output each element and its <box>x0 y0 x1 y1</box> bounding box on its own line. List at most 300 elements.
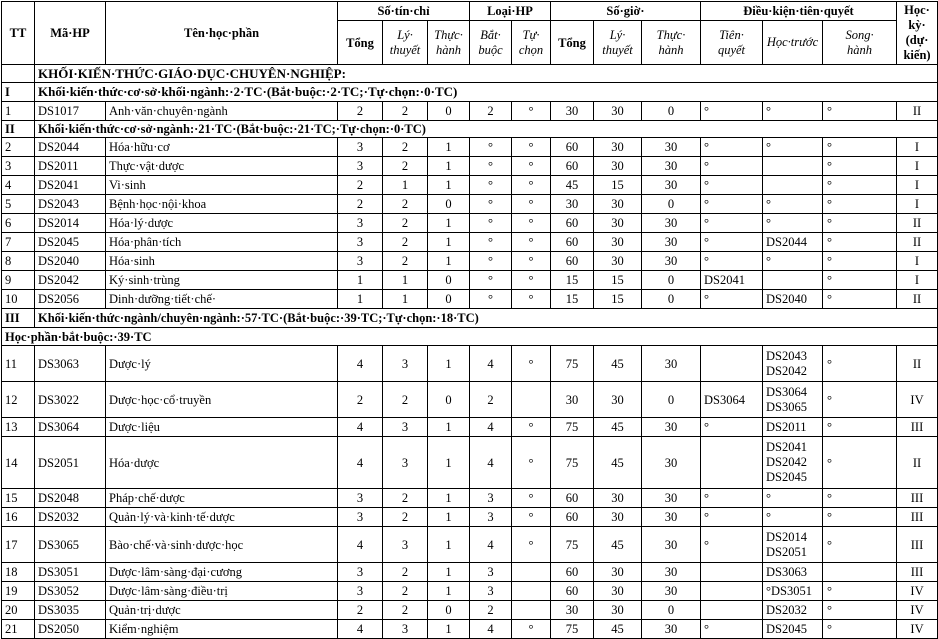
cell-tien-quyet: ° <box>701 620 763 639</box>
cell-song-hanh: ° <box>823 346 897 382</box>
cell-hoc-truoc <box>763 271 823 290</box>
cell-song-hanh: ° <box>823 138 897 157</box>
cell-tong-tc: 4 <box>338 437 383 489</box>
cell-tong-gio: 30 <box>551 102 594 121</box>
cell-hoc-truoc: DS2011 <box>763 418 823 437</box>
cell-ma-hp: DS2042 <box>35 271 106 290</box>
cell-thuc-hanh-gio: 30 <box>642 563 701 582</box>
cell-hoc-ky: II <box>897 102 938 121</box>
header-thuc-hanh-gio-2: hành <box>658 42 684 57</box>
cell-tu-chon: ° <box>512 437 551 489</box>
cell-tt: 5 <box>2 195 35 214</box>
cell-tu-chon: ° <box>512 620 551 639</box>
cell-ma-hp: DS3051 <box>35 563 106 582</box>
cell-ma-hp: DS3052 <box>35 582 106 601</box>
cell-hoc-truoc: °DS3051 <box>763 582 823 601</box>
cell-thuc-hanh-gio: 0 <box>642 271 701 290</box>
cell-thuc-hanh-gio: 30 <box>642 508 701 527</box>
cell-song-hanh: ° <box>823 620 897 639</box>
cell-ten-hoc-phan: Dược·lâm·sàng·điều·trị <box>106 582 338 601</box>
cell-tong-tc: 3 <box>338 489 383 508</box>
table-row <box>2 157 938 176</box>
cell-hoc-truoc <box>763 157 823 176</box>
table-row <box>2 102 938 121</box>
cell-thuc-hanh-gio: 0 <box>642 195 701 214</box>
cell-hoc-truoc: DS2014 DS2051 <box>763 527 823 563</box>
cell-ma-hp: DS3035 <box>35 601 106 620</box>
cell-hoc-ky: II <box>897 346 938 382</box>
cell-hoc-truoc: ° <box>763 102 823 121</box>
cell-bat-buoc: 2 <box>470 102 512 121</box>
cell-ly-thuyet-tc: 2 <box>383 382 428 418</box>
cell-ma-hp: DS1017 <box>35 102 106 121</box>
cell-bat-buoc: ° <box>470 271 512 290</box>
cell-ly-thuyet-gio: 30 <box>594 563 642 582</box>
header-tong-gio: Tổng <box>551 21 594 65</box>
cell-tien-quyet <box>701 437 763 489</box>
cell-thuc-hanh-tc: 1 <box>428 620 470 639</box>
cell-ten-hoc-phan: Dược·lâm·sàng·đại·cương <box>106 563 338 582</box>
cell-ma-hp: DS2044 <box>35 138 106 157</box>
cell-tt: 9 <box>2 271 35 290</box>
cell-tu-chon: ° <box>512 102 551 121</box>
cell-ly-thuyet-tc: 2 <box>383 601 428 620</box>
header-tien-quyet <box>701 21 763 65</box>
cell-tong-gio: 30 <box>551 195 594 214</box>
cell-ten-hoc-phan: Kiểm·nghiệm <box>106 620 338 639</box>
table-row <box>2 252 938 271</box>
cell-thuc-hanh-tc: 1 <box>428 582 470 601</box>
cell-thuc-hanh-gio: 30 <box>642 346 701 382</box>
header-bat-buoc <box>470 21 512 65</box>
table-row <box>2 271 938 290</box>
cell-tien-quyet <box>701 346 763 382</box>
cell-tong-gio: 45 <box>551 176 594 195</box>
cell-tien-quyet: ° <box>701 176 763 195</box>
cell-tong-gio: 75 <box>551 418 594 437</box>
cell-tong-gio: 75 <box>551 620 594 639</box>
header-so-tin-chi: Số·tín·chỉ <box>338 2 470 21</box>
cell-thuc-hanh-tc: 0 <box>428 382 470 418</box>
cell-thuc-hanh-tc: 1 <box>428 233 470 252</box>
cell-tien-quyet <box>701 563 763 582</box>
table-row <box>2 418 938 437</box>
cell-tong-tc: 4 <box>338 620 383 639</box>
cell-tt: 13 <box>2 418 35 437</box>
cell-tien-quyet: ° <box>701 489 763 508</box>
cell-ten-hoc-phan: Ký·sinh·trùng <box>106 271 338 290</box>
header-dieu-kien: Điều·kiện·tiên·quyết <box>701 2 897 21</box>
table-row <box>2 437 938 489</box>
cell-bat-buoc: 4 <box>470 418 512 437</box>
cell-hoc-truoc: DS2041 DS2042 DS2045 <box>763 437 823 489</box>
cell-ly-thuyet-gio: 15 <box>594 176 642 195</box>
cell-tu-chon: ° <box>512 290 551 309</box>
cell-song-hanh: ° <box>823 195 897 214</box>
cell-thuc-hanh-gio: 30 <box>642 252 701 271</box>
cell-ten-hoc-phan: Thực·vật·dược <box>106 157 338 176</box>
cell-tong-gio: 15 <box>551 290 594 309</box>
cell-tien-quyet: ° <box>701 527 763 563</box>
cell-hoc-ky: II <box>897 214 938 233</box>
cell-ly-thuyet-tc: 2 <box>383 138 428 157</box>
cell-ten-hoc-phan: Dược·liệu <box>106 418 338 437</box>
cell-hoc-ky: II <box>897 233 938 252</box>
cell-hoc-ky: IV <box>897 582 938 601</box>
cell-hoc-ky: IV <box>897 620 938 639</box>
cell-thuc-hanh-gio: 30 <box>642 527 701 563</box>
cell-bat-buoc: ° <box>470 138 512 157</box>
header-so-gio: Số·giờ· <box>551 2 701 21</box>
cell-tu-chon: ° <box>512 138 551 157</box>
cell-ly-thuyet-tc: 2 <box>383 233 428 252</box>
cell-thuc-hanh-tc: 0 <box>428 195 470 214</box>
cell-tien-quyet <box>701 601 763 620</box>
cell-ly-thuyet-gio: 30 <box>594 508 642 527</box>
cell-song-hanh: ° <box>823 382 897 418</box>
cell-ma-hp: DS2056 <box>35 290 106 309</box>
cell-song-hanh: ° <box>823 418 897 437</box>
cell-tong-gio: 30 <box>551 382 594 418</box>
cell-bat-buoc: 3 <box>470 489 512 508</box>
cell-thuc-hanh-gio: 30 <box>642 582 701 601</box>
cell-tien-quyet: ° <box>701 290 763 309</box>
cell-tien-quyet: DS3064 <box>701 382 763 418</box>
cell-ly-thuyet-gio: 45 <box>594 418 642 437</box>
cell-tu-chon: ° <box>512 418 551 437</box>
cell-tt: 7 <box>2 233 35 252</box>
cell-ten-hoc-phan: Quản·lý·và·kinh·tế·dược <box>106 508 338 527</box>
cell-tong-tc: 4 <box>338 418 383 437</box>
cell-ma-hp: DS2041 <box>35 176 106 195</box>
cell-tong-tc: 2 <box>338 195 383 214</box>
cell-hoc-ky: II <box>897 437 938 489</box>
cell-bat-buoc: ° <box>470 176 512 195</box>
cell-ly-thuyet-gio: 30 <box>594 195 642 214</box>
cell-song-hanh: ° <box>823 176 897 195</box>
section-2-title: Khối·kiến·thức·cơ·sở·ngành:·21·TC·(Bắt·buộc:·21·TC;·Tự·chọn:·0·TC) <box>35 121 938 138</box>
table-row <box>2 508 938 527</box>
cell-ly-thuyet-gio: 30 <box>594 601 642 620</box>
cell-thuc-hanh-tc: 0 <box>428 601 470 620</box>
header-thuc-hanh-tc-2: hành <box>436 42 461 57</box>
cell-thuc-hanh-gio: 30 <box>642 157 701 176</box>
cell-ma-hp: DS2045 <box>35 233 106 252</box>
header-thuc-hanh-tc <box>428 21 470 65</box>
cell-thuc-hanh-gio: 30 <box>642 214 701 233</box>
cell-ly-thuyet-tc: 2 <box>383 582 428 601</box>
header-hoc-ky-line-3: (dự· <box>905 33 929 47</box>
cell-tien-quyet: ° <box>701 418 763 437</box>
curriculum-table <box>1 1 938 639</box>
cell-song-hanh: ° <box>823 527 897 563</box>
cell-tong-gio: 60 <box>551 214 594 233</box>
cell-song-hanh: ° <box>823 508 897 527</box>
cell-tt: 16 <box>2 508 35 527</box>
cell-ly-thuyet-tc: 2 <box>383 252 428 271</box>
cell-ly-thuyet-gio: 30 <box>594 582 642 601</box>
cell-tien-quyet <box>701 582 763 601</box>
cell-hoc-ky: I <box>897 138 938 157</box>
cell-hoc-truoc: ° <box>763 195 823 214</box>
cell-thuc-hanh-tc: 1 <box>428 527 470 563</box>
cell-tong-gio: 60 <box>551 582 594 601</box>
khoi-num-cell <box>2 65 35 83</box>
cell-thuc-hanh-tc: 1 <box>428 176 470 195</box>
cell-tong-gio: 75 <box>551 346 594 382</box>
cell-tt: 2 <box>2 138 35 157</box>
header-song-hanh <box>823 21 897 65</box>
cell-hoc-ky: II <box>897 290 938 309</box>
cell-tong-tc: 3 <box>338 214 383 233</box>
cell-ly-thuyet-gio: 45 <box>594 620 642 639</box>
header-ly-thuyet-gio <box>594 21 642 65</box>
cell-ly-thuyet-gio: 15 <box>594 290 642 309</box>
cell-hoc-ky: I <box>897 157 938 176</box>
header-thuc-hanh-gio <box>642 21 701 65</box>
table-row <box>2 346 938 382</box>
cell-thuc-hanh-gio: 0 <box>642 102 701 121</box>
cell-ly-thuyet-tc: 3 <box>383 346 428 382</box>
cell-thuc-hanh-gio: 0 <box>642 290 701 309</box>
table-row <box>2 176 938 195</box>
cell-hoc-truoc: ° <box>763 138 823 157</box>
cell-ten-hoc-phan: Bào·chế·và·sinh·dược·học <box>106 527 338 563</box>
cell-ly-thuyet-tc: 2 <box>383 102 428 121</box>
cell-thuc-hanh-tc: 0 <box>428 271 470 290</box>
header-thuc-hanh-tc-1: Thực· <box>434 27 463 42</box>
header-bat-buoc-2: buộc <box>478 42 503 57</box>
header-song-hanh-1: Song· <box>845 27 874 42</box>
cell-bat-buoc: ° <box>470 157 512 176</box>
cell-tt: 21 <box>2 620 35 639</box>
cell-ten-hoc-phan: Hóa·phân·tích <box>106 233 338 252</box>
cell-thuc-hanh-tc: 1 <box>428 252 470 271</box>
table-row <box>2 214 938 233</box>
cell-tu-chon: ° <box>512 346 551 382</box>
cell-ten-hoc-phan: Anh·văn·chuyên·ngành <box>106 102 338 121</box>
cell-tt: 11 <box>2 346 35 382</box>
section-1-title: Khối·kiến·thức·cơ·sở·khối·ngành:·2·TC·(Bắt·buộc:·2·TC;·Tự·chọn:·0·TC) <box>35 83 938 102</box>
cell-hoc-truoc: DS2043 DS2042 <box>763 346 823 382</box>
cell-ma-hp: DS2014 <box>35 214 106 233</box>
cell-tong-tc: 3 <box>338 138 383 157</box>
cell-ten-hoc-phan: Hóa·hữu·cơ <box>106 138 338 157</box>
cell-ly-thuyet-gio: 30 <box>594 252 642 271</box>
cell-tt: 8 <box>2 252 35 271</box>
cell-thuc-hanh-tc: 1 <box>428 157 470 176</box>
cell-song-hanh: ° <box>823 102 897 121</box>
cell-tt: 10 <box>2 290 35 309</box>
cell-bat-buoc: 2 <box>470 601 512 620</box>
cell-hoc-truoc: DS2044 <box>763 233 823 252</box>
cell-tien-quyet: DS2041 <box>701 271 763 290</box>
cell-thuc-hanh-gio: 30 <box>642 418 701 437</box>
cell-tong-tc: 4 <box>338 346 383 382</box>
cell-ly-thuyet-gio: 30 <box>594 214 642 233</box>
cell-tong-gio: 30 <box>551 601 594 620</box>
cell-thuc-hanh-tc: 1 <box>428 489 470 508</box>
cell-tong-gio: 60 <box>551 157 594 176</box>
cell-song-hanh: ° <box>823 582 897 601</box>
cell-thuc-hanh-tc: 1 <box>428 437 470 489</box>
cell-tong-gio: 60 <box>551 233 594 252</box>
header-ly-thuyet-tc <box>383 21 428 65</box>
cell-hoc-ky: I <box>897 271 938 290</box>
cell-tt: 15 <box>2 489 35 508</box>
cell-tu-chon: ° <box>512 176 551 195</box>
cell-ten-hoc-phan: Hóa·dược <box>106 437 338 489</box>
table-row <box>2 290 938 309</box>
cell-thuc-hanh-gio: 0 <box>642 601 701 620</box>
cell-ten-hoc-phan: Quản·trị·dược <box>106 601 338 620</box>
cell-ly-thuyet-tc: 1 <box>383 176 428 195</box>
cell-tong-tc: 1 <box>338 271 383 290</box>
cell-tt: 1 <box>2 102 35 121</box>
cell-tien-quyet: ° <box>701 102 763 121</box>
cell-ly-thuyet-gio: 45 <box>594 527 642 563</box>
cell-tu-chon <box>512 582 551 601</box>
cell-hoc-ky: III <box>897 508 938 527</box>
subsection-bat-buoc: Học·phần·bắt·buộc:·39·TC <box>2 328 938 346</box>
cell-tong-tc: 1 <box>338 290 383 309</box>
header-hoc-ky-line-2: kỳ· <box>908 18 926 32</box>
section-2-num: II <box>2 121 35 138</box>
cell-tu-chon: ° <box>512 233 551 252</box>
cell-tt: 17 <box>2 527 35 563</box>
cell-tong-tc: 2 <box>338 382 383 418</box>
cell-bat-buoc: 2 <box>470 382 512 418</box>
table-row <box>2 233 938 252</box>
cell-tu-chon: ° <box>512 214 551 233</box>
cell-tien-quyet: ° <box>701 138 763 157</box>
cell-thuc-hanh-tc: 1 <box>428 214 470 233</box>
cell-ma-hp: DS3022 <box>35 382 106 418</box>
cell-ly-thuyet-tc: 3 <box>383 437 428 489</box>
cell-ly-thuyet-gio: 30 <box>594 102 642 121</box>
header-tien-quyet-1: Tiên· <box>719 27 744 42</box>
cell-hoc-truoc: DS3064 DS3065 <box>763 382 823 418</box>
cell-tt: 18 <box>2 563 35 582</box>
cell-hoc-truoc: ° <box>763 489 823 508</box>
cell-ly-thuyet-tc: 3 <box>383 527 428 563</box>
cell-ly-thuyet-gio: 30 <box>594 138 642 157</box>
header-ma-hp: Mã·HP <box>35 2 106 65</box>
cell-hoc-truoc: DS3063 <box>763 563 823 582</box>
cell-song-hanh: ° <box>823 437 897 489</box>
header-tong-tc: Tổng <box>338 21 383 65</box>
cell-tong-tc: 2 <box>338 102 383 121</box>
cell-tu-chon: ° <box>512 157 551 176</box>
cell-ly-thuyet-tc: 2 <box>383 508 428 527</box>
cell-tt: 12 <box>2 382 35 418</box>
cell-thuc-hanh-gio: 30 <box>642 489 701 508</box>
table-row <box>2 601 938 620</box>
cell-hoc-ky: I <box>897 252 938 271</box>
cell-tt: 3 <box>2 157 35 176</box>
cell-ly-thuyet-tc: 3 <box>383 418 428 437</box>
header-hoc-truoc: Học·trước <box>763 21 823 65</box>
cell-tong-tc: 3 <box>338 563 383 582</box>
cell-ten-hoc-phan: Hóa·lý·dược <box>106 214 338 233</box>
cell-tien-quyet: ° <box>701 233 763 252</box>
cell-hoc-truoc: DS2032 <box>763 601 823 620</box>
cell-bat-buoc: ° <box>470 233 512 252</box>
cell-bat-buoc: ° <box>470 290 512 309</box>
cell-ten-hoc-phan: Vi·sinh <box>106 176 338 195</box>
table-row <box>2 563 938 582</box>
cell-thuc-hanh-tc: 1 <box>428 138 470 157</box>
cell-tong-gio: 75 <box>551 437 594 489</box>
cell-hoc-ky: I <box>897 176 938 195</box>
header-hoc-ky <box>897 2 938 65</box>
cell-thuc-hanh-gio: 30 <box>642 233 701 252</box>
cell-ten-hoc-phan: Hóa·sinh <box>106 252 338 271</box>
cell-bat-buoc: ° <box>470 214 512 233</box>
header-hoc-ky-line-1: Học· <box>904 3 930 17</box>
cell-ly-thuyet-tc: 1 <box>383 271 428 290</box>
header-ly-thuyet-gio-2: thuyết <box>602 42 633 57</box>
cell-tu-chon: ° <box>512 195 551 214</box>
header-ten-hoc-phan: Tên·học·phần <box>106 2 338 65</box>
cell-tong-gio: 75 <box>551 527 594 563</box>
cell-hoc-truoc <box>763 176 823 195</box>
section-3-title: Khối·kiến·thức·ngành/chuyên·ngành:·57·TC·(Bắt·buộc:·39·TC;·Tự·chọn:·18·TC) <box>35 309 938 328</box>
cell-thuc-hanh-gio: 30 <box>642 176 701 195</box>
cell-thuc-hanh-tc: 1 <box>428 418 470 437</box>
cell-song-hanh: ° <box>823 157 897 176</box>
cell-song-hanh: ° <box>823 489 897 508</box>
cell-ly-thuyet-gio: 15 <box>594 271 642 290</box>
header-tu-chon <box>512 21 551 65</box>
cell-ly-thuyet-tc: 2 <box>383 195 428 214</box>
cell-tu-chon: ° <box>512 489 551 508</box>
header-ly-thuyet-tc-1: Lý· <box>397 27 413 42</box>
table-row <box>2 527 938 563</box>
cell-ma-hp: DS3065 <box>35 527 106 563</box>
table-row <box>2 489 938 508</box>
cell-bat-buoc: 3 <box>470 508 512 527</box>
cell-ly-thuyet-tc: 2 <box>383 563 428 582</box>
cell-tien-quyet: ° <box>701 195 763 214</box>
cell-thuc-hanh-gio: 30 <box>642 138 701 157</box>
cell-song-hanh: ° <box>823 252 897 271</box>
cell-song-hanh: ° <box>823 271 897 290</box>
cell-tong-gio: 60 <box>551 563 594 582</box>
cell-bat-buoc: 4 <box>470 620 512 639</box>
cell-tu-chon: ° <box>512 527 551 563</box>
table-header <box>2 2 938 65</box>
cell-thuc-hanh-tc: 1 <box>428 563 470 582</box>
cell-tien-quyet: ° <box>701 157 763 176</box>
cell-tong-tc: 4 <box>338 527 383 563</box>
cell-hoc-truoc: ° <box>763 252 823 271</box>
cell-tong-tc: 3 <box>338 233 383 252</box>
cell-ly-thuyet-gio: 45 <box>594 437 642 489</box>
cell-ly-thuyet-tc: 2 <box>383 214 428 233</box>
cell-ma-hp: DS2048 <box>35 489 106 508</box>
cell-bat-buoc: 4 <box>470 437 512 489</box>
cell-tt: 20 <box>2 601 35 620</box>
cell-tong-gio: 60 <box>551 138 594 157</box>
table-row <box>2 382 938 418</box>
cell-tien-quyet: ° <box>701 508 763 527</box>
cell-ten-hoc-phan: Dược·lý <box>106 346 338 382</box>
cell-tt: 4 <box>2 176 35 195</box>
cell-tt: 19 <box>2 582 35 601</box>
cell-ten-hoc-phan: Dinh·dưỡng·tiết·chế· <box>106 290 338 309</box>
cell-thuc-hanh-tc: 1 <box>428 346 470 382</box>
